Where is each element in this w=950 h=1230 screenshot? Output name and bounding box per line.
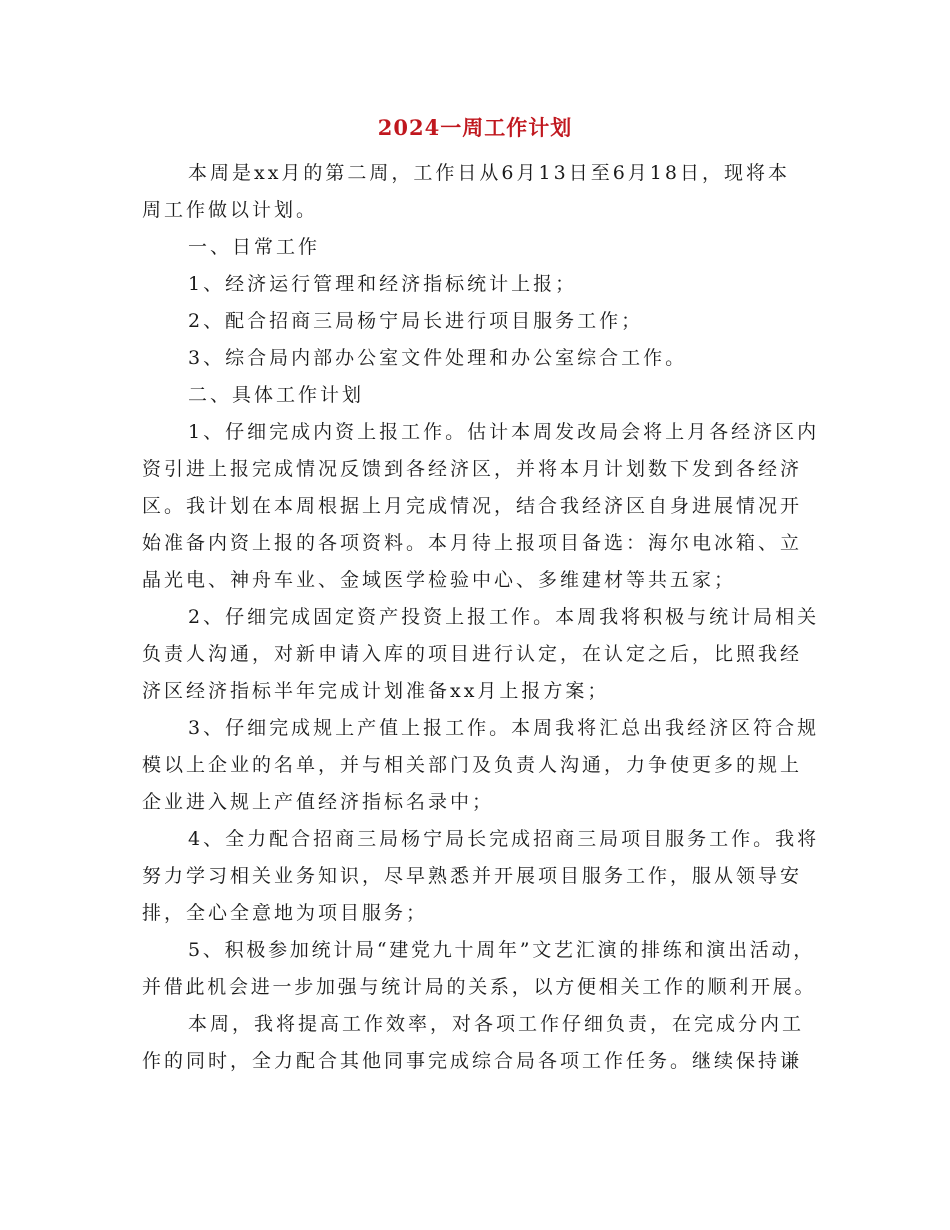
- paragraph-line: 模以上企业的名单，并与相关部门及负责人沟通，力争使更多的规上: [142, 754, 803, 776]
- list-item: 2、配合招商三局杨宁局长进行项目服务工作；: [188, 310, 644, 332]
- paragraph-line: 本周，我将提高工作效率，对各项工作仔细负责，在完成分内工: [188, 1013, 805, 1035]
- paragraph-line: 3、仔细完成规上产值上报工作。本周我将汇总出我经济区符合规: [188, 717, 820, 739]
- section-heading: 一、日常工作: [188, 236, 321, 258]
- paragraph-line: 周工作做以计划。: [142, 199, 319, 221]
- paragraph-line: 资引进上报完成情况反馈到各经济区，并将本月计划数下发到各经济: [142, 458, 803, 480]
- paragraph-line: 本周是xx月的第二周，工作日从6月13日至6月18日，现将本: [188, 162, 790, 184]
- list-item: 3、综合局内部办公室文件处理和办公室综合工作。: [188, 347, 688, 369]
- document-title: 2024一周工作计划: [377, 115, 573, 140]
- paragraph-line: 始准备内资上报的各项资料。本月待上报项目备选：海尔电冰箱、立: [142, 532, 803, 554]
- paragraph-line: 济区经济指标半年完成计划准备xx月上报方案；: [142, 680, 610, 702]
- paragraph-line: 负责人沟通，对新申请入库的项目进行认定，在认定之后，比照我经: [142, 643, 803, 665]
- paragraph-line: 1、仔细完成内资上报工作。估计本周发改局会将上月各经济区内: [188, 421, 820, 443]
- paragraph-line: 2、仔细完成固定资产投资上报工作。本周我将积极与统计局相关: [188, 606, 820, 628]
- paragraph-line: 晶光电、神舟车业、金域医学检验中心、多维建材等共五家；: [142, 569, 737, 591]
- paragraph-line: 努力学习相关业务知识，尽早熟悉并开展项目服务工作，服从领导安: [142, 865, 803, 887]
- document-body: [142, 155, 820, 1080]
- paragraph-line: 5、积极参加统计局“建党九十周年”文艺汇演的排练和演出活动，: [188, 939, 816, 961]
- section-heading: 二、具体工作计划: [188, 384, 365, 406]
- paragraph-line: 区。我计划在本周根据上月完成情况，结合我经济区自身进展情况开: [142, 495, 803, 517]
- paragraph-line: 企业进入规上产值经济指标名录中；: [142, 791, 495, 813]
- paragraph-line: 排，全心全意地为项目服务；: [142, 902, 429, 924]
- list-item: 1、经济运行管理和经济指标统计上报；: [188, 273, 578, 295]
- paragraph-line: 4、全力配合招商三局杨宁局长完成招商三局项目服务工作。我将: [188, 828, 820, 850]
- paragraph-line: 并借此机会进一步加强与统计局的关系，以方便相关工作的顺利开展。: [142, 976, 817, 998]
- paragraph-line: 作的同时，全力配合其他同事完成综合局各项工作任务。继续保持谦: [142, 1050, 803, 1072]
